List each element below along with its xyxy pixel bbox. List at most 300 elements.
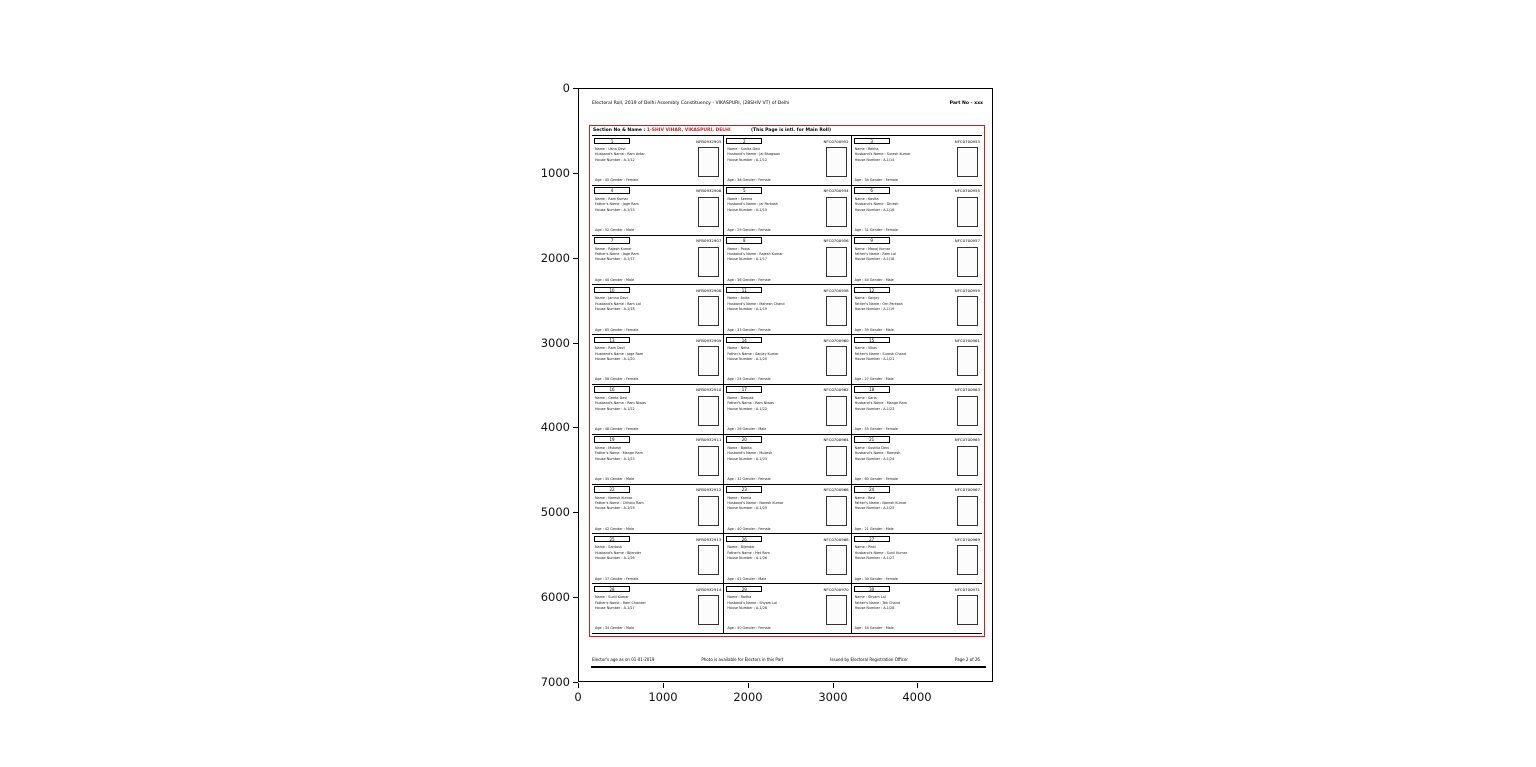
voter-house-number: House Number : A-1/27 [595,606,635,610]
voter-card [592,484,723,534]
voter-details [595,346,691,362]
voter-age-gender: Age : 39 Gender : Male [854,327,894,332]
voter-relation-name: Father's Name : Ram Lal [854,252,897,256]
voter-card [723,235,850,285]
epic-number: NFC0700971 [954,586,980,592]
voter-house-number: House Number : A-1/12 [727,157,768,162]
voter-details [855,396,951,412]
voter-card [592,284,723,334]
voter-card [592,583,723,633]
serial-number-box [726,287,762,294]
voter-relation-name: Husband's Name : Naresh Kumar [727,501,784,505]
y-tick-label: 1000 [540,166,570,180]
voter-photo-box [826,446,847,476]
voter-house-number: House Number : A-1/17 [595,257,635,262]
serial-number-box [594,486,630,493]
footer-divider [591,666,986,668]
voter-age-gender: Age : 48 Gender : Female [595,427,639,432]
serial-number-box [854,386,890,393]
voter-card [723,533,850,583]
epic-number: NFC0700964 [823,437,849,443]
epic-number: NFB0932910 [696,387,722,393]
voter-photo-box [957,197,978,227]
voter-details [855,496,951,512]
voter-photo-box [698,545,719,575]
voter-house-number: House Number : A-1/28 [854,606,895,610]
epic-number: NFC0700966 [823,487,849,493]
epic-number: NFC0700968 [823,536,849,542]
epic-number: NFB0932914 [696,586,722,592]
serial-number: 12 [869,287,875,293]
voter-card [851,384,982,434]
y-tick-label: 7000 [540,675,570,689]
voter-relation-name: Husband's Name : Jage Ram [595,351,644,356]
voter-house-number: House Number : A-1/28 [727,606,768,610]
voter-relation-name: Father's Name : Ram Niwas [727,401,774,406]
footer-issuer-note: Issued by Electoral Registration Officer [830,657,909,662]
epic-number: NFC0700953 [954,138,980,144]
voter-relation-name: Husband's Name : Ram Niwas [595,401,646,406]
voter-name: Name : Kavita [854,196,879,201]
serial-number: 9 [870,238,873,244]
voter-card [723,284,850,334]
serial-number-box [854,586,890,593]
epic-number: NFB0932906 [696,188,722,194]
epic-number: NFC0700958 [823,287,849,293]
serial-number-box [854,436,890,443]
voter-card [723,135,850,185]
voter-age-gender: Age : 52 Gender : Male [595,228,635,233]
voter-house-number: House Number : A-1/20 [727,357,768,361]
voter-photo-box [698,147,719,177]
voter-house-number: House Number : A-1/23 [727,456,768,461]
voter-name: Name : Radha [727,595,752,600]
serial-number-box [726,337,762,344]
voter-card [723,334,850,384]
voter-age-gender: Age : 32 Gender : Female [727,477,771,482]
serial-number-box [594,586,630,593]
page-footer [592,657,980,662]
epic-number: NFC0700957 [954,238,980,244]
voter-house-number: House Number : A-1/25 [854,506,895,511]
x-tick-mark [917,683,918,688]
serial-number: 16 [609,387,615,393]
serial-number-box [726,586,762,593]
voter-name: Name : Geeta Devi [595,395,628,400]
voter-details [855,197,951,213]
voter-house-number: House Number : A-1/14 [854,157,895,162]
voter-relation-name: Father's Name : Mange Ram [595,451,643,456]
voter-details [727,545,823,561]
voter-house-number: House Number : A-1/27 [854,556,895,561]
voter-age-gender: Age : 40 Gender : Male [595,277,635,282]
voter-details [855,545,951,561]
x-tick-mark [578,683,579,688]
voter-details [727,247,823,263]
voter-details [595,496,691,512]
voter-relation-name: Husband's Name : Mukesh [727,451,773,456]
voter-photo-box [826,545,847,575]
voter-card [851,135,982,185]
voter-name: Name : Manoj Kumar [854,246,891,251]
serial-number-box [594,237,630,244]
epic-number: NFC0700956 [823,238,849,244]
voter-relation-name: Husband's Name : Rajesh Kumar [727,252,783,256]
y-tick-label: 5000 [540,505,570,519]
epic-number: NFC0700960 [823,337,849,343]
voter-photo-box [826,496,847,526]
y-tick-label: 3000 [540,336,570,350]
voter-relation-name: Husband's Name : Suresh Kumar [854,152,911,157]
voter-card [592,384,723,434]
voter-name: Name : Shyam Lal [854,595,886,600]
voter-name: Name : Deepak [727,395,754,400]
voter-details [727,396,823,412]
voter-name: Name : Kamla [727,495,752,500]
voter-name: Name : Usha Devi [595,147,626,151]
voter-name: Name : Vikas [854,346,877,351]
voter-name: Name : Sanjay [854,296,880,301]
section-header [593,128,981,135]
x-tick-label: 1000 [648,690,678,704]
voter-house-number: House Number : A-1/15 [595,207,635,212]
voter-relation-name: Father's Name : Het Ram [727,550,770,555]
epic-number: NFC0700961 [954,337,980,343]
voter-age-gender: Age : 21 Gender : Male [854,526,894,531]
serial-number-box [594,536,630,543]
voter-age-gender: Age : 38 Gender : Female [727,178,771,183]
voter-relation-name: Father's Name : Ram Chander [595,600,646,605]
roll-highlight-box [589,125,985,637]
voter-name: Name : Ram Kumar [595,196,629,201]
serial-number: 24 [869,487,875,493]
voter-age-gender: Age : 27 Gender : Male [854,377,894,382]
serial-number: 11 [741,287,747,293]
voter-age-gender: Age : 58 Gender : Female [595,377,639,382]
serial-number-box [594,337,630,344]
voter-photo-box [957,446,978,476]
voter-details [727,147,823,163]
serial-number-box [854,187,890,194]
epic-number: NFC0700965 [954,437,980,443]
voter-photo-box [957,595,978,625]
voter-house-number: House Number : A-1/20 [595,357,635,361]
voter-house-number: House Number : A-1/23 [595,456,635,461]
voter-age-gender: Age : 45 Gender : Female [595,178,639,183]
voter-details [727,446,823,462]
voter-relation-name: Father's Name : Om Parkash [854,301,903,306]
serial-number: 14 [741,337,747,343]
part-number: Part No - xxx [949,101,983,106]
voter-house-number: House Number : A-1/17 [727,257,768,262]
voter-details [727,197,823,213]
voter-details [595,545,691,561]
voter-card [851,434,982,484]
voter-card [723,434,850,484]
voter-house-number: House Number : A-1/15 [727,207,768,212]
voter-card [592,434,723,484]
voter-age-gender: Age : 50 Gender : Female [727,626,771,631]
voter-name: Name : Pooja [727,246,750,251]
y-tick-label: 6000 [540,590,570,604]
serial-number-box [726,536,762,543]
voter-house-number: House Number : A-1/25 [595,506,635,511]
voter-name: Name : Naresh Kumar [595,495,633,500]
voter-grid [592,135,982,634]
voter-details [855,346,951,362]
y-tick-label: 2000 [540,251,570,265]
voter-age-gender: Age : 41 Gender : Male [727,576,767,581]
voter-photo-box [698,446,719,476]
serial-number-box [594,138,630,145]
voter-photo-box [698,595,719,625]
voter-name: Name : Sunil Kumar [595,595,629,600]
voter-name: Name : Rajesh Kumar [595,246,632,251]
voter-relation-name: Husband's Name : Sunil Kumar [854,550,908,555]
voter-card [592,135,723,185]
voter-photo-box [957,296,978,326]
serial-number: 13 [609,337,615,343]
voter-relation-name: Husband's Name : Ram Lal [595,301,641,306]
epic-number: NFB0932907 [696,238,722,244]
voter-photo-box [698,296,719,326]
voter-card [851,533,982,583]
voter-name: Name : Jamna Devi [595,296,628,301]
voter-card [592,533,723,583]
epic-number: NFC0700955 [954,188,980,194]
voter-age-gender: Age : 54 Gender : Male [854,626,894,631]
serial-number: 23 [741,487,747,493]
voter-name: Name : Ravi [854,495,876,500]
serial-number-box [726,386,762,393]
voter-house-number: House Number : A-1/26 [595,556,635,561]
voter-details [727,346,823,362]
voter-name: Name : Rekha [854,147,879,151]
voter-name: Name : Bijender [727,545,755,550]
voter-age-gender: Age : 37 Gender : Female [595,576,639,581]
epic-number: NFB0932905 [696,138,722,144]
voter-name: Name : Santosh [595,545,622,550]
voter-card [851,484,982,534]
x-tick-label: 3000 [818,690,848,704]
serial-number: 2 [743,138,746,144]
voter-relation-name: Husband's Name : Bijender [595,550,642,555]
epic-number: NFC0700962 [823,387,849,393]
voter-photo-box [957,545,978,575]
voter-age-gender: Age : 42 Gender : Male [595,526,635,531]
epic-number: NFC0700967 [954,487,980,493]
voter-age-gender: Age : 65 Gender : Female [595,327,639,332]
voter-details [595,147,691,163]
voter-details [727,595,823,611]
voter-card [723,583,850,633]
epic-number: NFB0932908 [696,287,722,293]
voter-photo-box [826,197,847,227]
footer-age-note: Elector's age as on 01-01-2019 [592,657,655,662]
voter-relation-name: Father's Name : Naresh Kumar [854,501,907,505]
voter-details [727,496,823,512]
voter-age-gender: Age : 31 Gender : Female [854,228,898,233]
section-name: 1-SHIV VIHAR, VIKASPURI, DELHI [646,127,731,133]
serial-number-box [854,138,890,145]
page-number: Page 2 of 26 [954,657,980,662]
voter-house-number: House Number : A-1/19 [727,307,768,312]
voter-house-number: House Number : A-1/12 [595,157,635,162]
voter-details [855,595,951,611]
epic-number: NFC0700963 [954,387,980,393]
voter-name: Name : Anita [727,296,750,301]
serial-number-box [854,486,890,493]
voter-card [723,185,850,235]
voter-relation-name: Father's Name : Suresh Chand [854,351,907,356]
serial-number: 1 [610,138,614,144]
voter-details [595,197,691,213]
voter-relation-name: Husband's Name : Dinesh [854,202,899,207]
serial-number: 29 [741,586,747,592]
voter-details [595,446,691,462]
voter-photo-box [698,496,719,526]
voter-details [595,296,691,312]
voter-photo-box [826,296,847,326]
voter-relation-name: Husband's Name : Ram Avtar [595,152,645,157]
section-label: Section No & Name : [593,127,646,133]
voter-relation-name: Husband's Name : Jai Parkash [727,202,778,207]
voter-relation-name: Husband's Name : Shyam Lal [727,600,778,605]
voter-name: Name : Babita [727,445,752,450]
epic-number: NFC0700954 [823,188,849,194]
voter-name: Name : Mukesh [595,445,622,450]
voter-age-gender: Age : 55 Gender : Female [854,427,898,432]
serial-number-box [854,237,890,244]
voter-photo-box [698,197,719,227]
voter-age-gender: Age : 34 Gender : Female [854,178,898,183]
serial-number-box [854,536,890,543]
serial-number-box [594,187,630,194]
voter-age-gender: Age : 26 Gender : Male [727,427,767,432]
voter-relation-name: Father's Name : Jage Ram [595,252,639,256]
voter-card [851,235,982,285]
voter-age-gender: Age : 29 Gender : Female [727,228,771,233]
voter-photo-box [826,147,847,177]
voter-relation-name: Husband's Name : Jai Bhagwan [727,152,781,157]
voter-photo-box [698,247,719,277]
voter-details [855,296,951,312]
voter-name: Name : Sarla [854,395,877,400]
serial-number-box [594,386,630,393]
voter-house-number: House Number : A-1/26 [727,556,768,561]
voter-details [855,247,951,263]
voter-photo-box [826,247,847,277]
voter-age-gender: Age : 60 Gender : Female [854,477,898,482]
plot-area [578,88,993,682]
serial-number: 26 [741,536,747,542]
voter-photo-box [957,346,978,376]
serial-number: 20 [741,437,747,443]
epic-number: NFB0932913 [696,536,722,542]
serial-number-box [854,287,890,294]
voter-age-gender: Age : 33 Gender : Female [727,327,771,332]
serial-number: 21 [869,437,875,443]
voter-details [595,396,691,412]
serial-number: 7 [610,238,614,244]
voter-card [723,484,850,534]
voter-relation-name: Father's Name : Jage Ram [595,202,639,207]
serial-number-box [726,138,762,145]
serial-number-box [726,237,762,244]
serial-number-box [726,436,762,443]
serial-number-box [594,287,630,294]
voter-house-number: House Number : A-1/24 [854,456,895,461]
voter-house-number: House Number : A-1/21 [854,357,895,361]
voter-photo-box [957,147,978,177]
serial-number: 8 [743,238,746,244]
voter-house-number: House Number : A-1/19 [854,307,895,312]
x-tick-label: 4000 [902,690,932,704]
serial-number: 22 [609,487,615,493]
voter-photo-box [826,346,847,376]
voter-photo-box [957,496,978,526]
epic-number: NFB0932912 [696,487,722,493]
serial-number: 30 [869,586,875,592]
voter-card [723,384,850,434]
voter-card [851,185,982,235]
serial-number: 25 [609,536,615,542]
serial-number: 5 [743,188,746,194]
voter-card [592,334,723,384]
voter-house-number: House Number : A-1/25 [727,506,768,511]
voter-details [855,446,951,462]
voter-photo-box [957,247,978,277]
voter-house-number: House Number : A-1/23 [854,406,895,411]
serial-number-box [594,436,630,443]
voter-relation-name: Husband's Name : Mange Ram [854,401,907,406]
voter-card [851,334,982,384]
serial-number: 10 [609,287,615,293]
voter-age-gender: Age : 24 Gender : Female [727,377,771,382]
voter-card [851,583,982,633]
epic-number: NFC0700970 [823,586,849,592]
x-tick-mark [663,683,664,688]
x-tick-mark [748,683,749,688]
voter-name: Name : Neha [727,346,750,351]
voter-age-gender: Age : 36 Gender : Female [727,277,771,282]
serial-number: 27 [869,536,875,542]
serial-number: 17 [741,387,747,393]
voter-age-gender: Age : 30 Gender : Female [854,576,898,581]
voter-card [592,185,723,235]
serial-number: 19 [609,437,615,443]
x-tick-label: 2000 [733,690,763,704]
serial-number: 4 [610,188,614,194]
serial-number: 6 [870,188,873,194]
epic-number: NFB0932911 [696,437,722,443]
voter-relation-name: Father's Name : Tek Chand [854,600,900,605]
voter-photo-box [698,396,719,426]
voter-photo-box [957,396,978,426]
epic-number: NFB0932909 [696,337,722,343]
voter-card [592,235,723,285]
section-note: (This Page is intl. for Main Roll) [751,127,832,133]
voter-name: Name : Sunita Devi [727,147,761,151]
voter-name: Name : Seema [727,196,753,201]
voter-age-gender: Age : 34 Gender : Male [595,626,635,631]
serial-number: 18 [869,387,875,393]
voter-house-number: House Number : A-1/18 [595,307,635,312]
voter-age-gender: Age : 44 Gender : Male [854,277,894,282]
voter-age-gender: Age : 40 Gender : Female [727,526,771,531]
serial-number-box [726,486,762,493]
y-tick-label: 4000 [540,420,570,434]
